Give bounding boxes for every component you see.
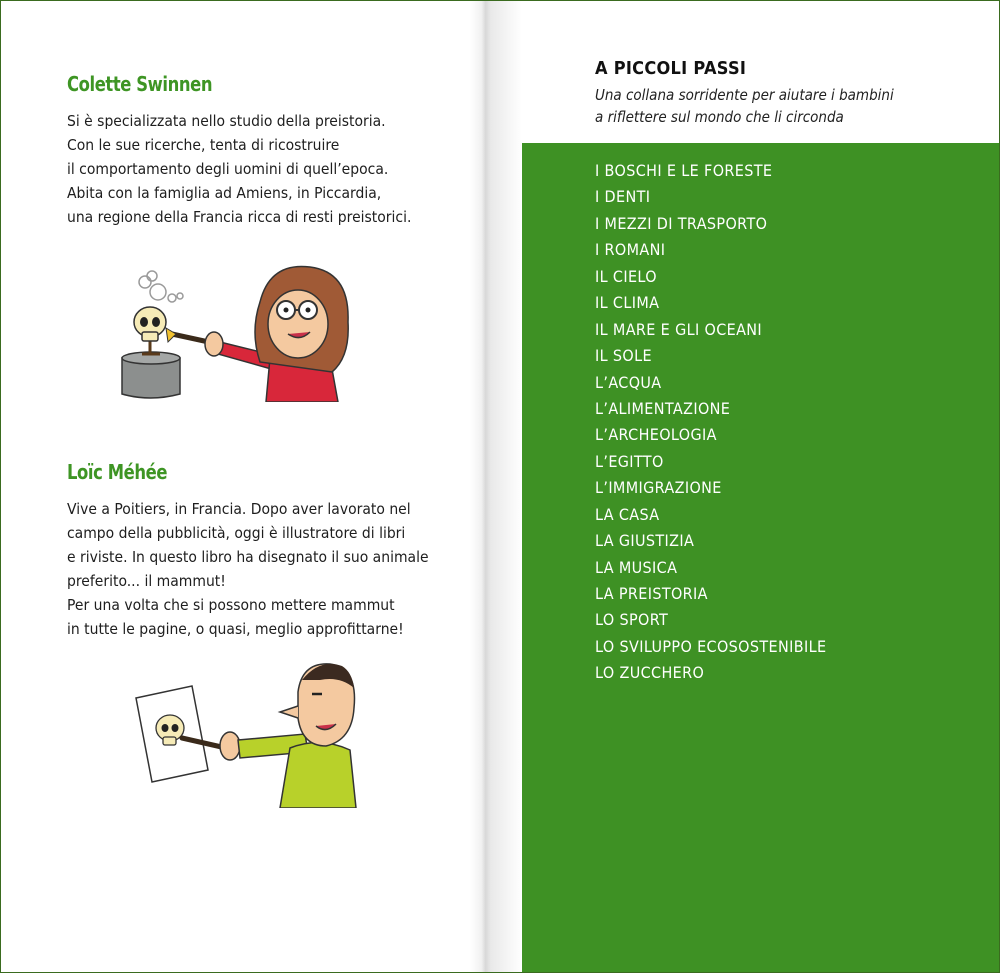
author-name-colette: Colette Swinnen [67, 72, 213, 96]
series-title-item: I BOSCHI E LE FORESTE [595, 161, 773, 180]
series-title-item: LO ZUCCHERO [595, 663, 705, 683]
series-title-item: LA GIUSTIZIA [595, 531, 695, 551]
series-title-item: I MEZZI DI TRASPORTO [595, 213, 768, 233]
series-title-item: LO SPORT [595, 610, 669, 630]
author-bio-loic [67, 497, 427, 641]
series-subtitle [595, 84, 894, 128]
series-titles-list [595, 158, 852, 687]
series-title-item: L’IMMIGRAZIONE [595, 478, 722, 498]
author-bio-colette [67, 109, 427, 229]
subtitle-line: Una collana sorridente per aiutare i bambini [595, 86, 894, 104]
hand-icon [220, 732, 240, 760]
skull-icon [134, 307, 166, 354]
bio-line: campo della pubblicità, oggi è illustratore di libri [67, 524, 406, 542]
bio-line: Si è specializzata nello studio della preistoria. [67, 112, 386, 130]
series-title-item: IL CIELO [595, 266, 657, 286]
bio-line: Per una volta che si possono mettere mammut [67, 596, 395, 614]
bio-line: preferito... il mammut! [67, 572, 226, 590]
book-spine [470, 1, 522, 972]
bio-line: Vive a Poitiers, in Francia. Dopo aver lavorato nel [67, 500, 411, 518]
torso-icon [280, 742, 356, 808]
bio-line: una regione della Francia ricca di resti preistorici. [67, 208, 412, 226]
series-title-item: I ROMANI [595, 240, 666, 260]
series-title-item: L’ALIMENTAZIONE [595, 398, 731, 418]
series-title-item: I DENTI [595, 187, 651, 207]
bio-line: in tutte le pagine, o quasi, meglio approfittarne! [67, 620, 404, 638]
series-title-item: LA PREISTORIA [595, 584, 708, 603]
smoke-icon [139, 271, 183, 302]
hand-icon [205, 332, 223, 356]
bio-line: e riviste. In questo libro ha disegnato il suo animale [67, 548, 429, 566]
stone-pedestal-icon [122, 352, 180, 398]
series-title: A PICCOLI PASSI [595, 58, 747, 79]
series-title-item: LA MUSICA [595, 557, 678, 577]
series-title-item: L’ACQUA [595, 372, 662, 392]
series-title-item: L’EGITTO [595, 451, 664, 471]
bio-line: Abita con la famiglia ad Amiens, in Piccardia, [67, 184, 382, 202]
series-title-item: IL CLIMA [595, 293, 660, 313]
face-icon [268, 290, 328, 358]
author-illustration-colette [110, 262, 360, 402]
series-title-item: IL MARE E GLI OCEANI [595, 319, 763, 339]
subtitle-line: a riflettere sul mondo che li circonda [595, 108, 844, 126]
paper-sheet-icon [136, 686, 208, 782]
bio-line: il comportamento degli uomini di quell’epoca. [67, 160, 389, 178]
author-name-loic: Loïc Méhée [67, 460, 168, 484]
series-title-item: L’ARCHEOLOGIA [595, 425, 717, 445]
bio-line: Con le sue ricerche, tenta di ricostruire [67, 136, 340, 154]
author-illustration-loic [130, 658, 370, 808]
series-title-item: LA CASA [595, 504, 660, 524]
series-title-item: IL SOLE [595, 346, 652, 366]
nose-icon [280, 706, 298, 718]
series-title-item: LO SVILUPPO ECOSOSTENIBILE [595, 636, 827, 656]
